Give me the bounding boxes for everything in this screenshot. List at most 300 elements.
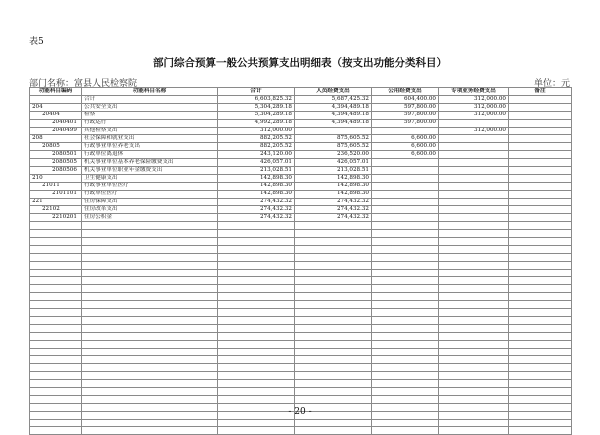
name-cell (82, 222, 218, 230)
special-cell (439, 301, 509, 309)
total-cell (218, 356, 295, 364)
code-cell (30, 301, 82, 309)
table-row (30, 332, 572, 340)
table-row (30, 395, 572, 403)
total-cell: 312,000.00 (218, 127, 295, 135)
note-cell (509, 277, 572, 285)
code-cell: 2080506 (30, 167, 82, 175)
public-cell (372, 364, 439, 372)
note-cell (509, 222, 572, 230)
note-cell (509, 316, 572, 324)
public-cell (372, 214, 439, 222)
code-cell: 2040401 (30, 119, 82, 127)
special-cell (439, 261, 509, 269)
code-cell (30, 356, 82, 364)
special-cell: 312,000.00 (439, 103, 509, 111)
public-cell (372, 206, 439, 214)
note-cell (509, 324, 572, 332)
code-cell (30, 387, 82, 395)
name-cell: 行政单位离退休 (82, 151, 218, 159)
personnel-cell: 4,394,489.18 (295, 119, 372, 127)
table-row (30, 159, 572, 167)
name-cell: 行政运行 (82, 119, 218, 127)
public-cell (372, 309, 439, 317)
table-row (30, 238, 572, 246)
code-cell (30, 285, 82, 293)
public-cell (372, 277, 439, 285)
code-cell (30, 332, 82, 340)
table-row (30, 277, 572, 285)
code-cell: 2040499 (30, 127, 82, 135)
special-cell (439, 159, 509, 167)
public-cell: 604,400.00 (372, 96, 439, 104)
name-cell (82, 245, 218, 253)
public-cell (372, 301, 439, 309)
table-row (30, 174, 572, 182)
public-cell: 6,600.00 (372, 135, 439, 143)
table-row (30, 96, 572, 104)
name-cell: 合计 (82, 96, 218, 104)
special-cell (439, 135, 509, 143)
name-cell (82, 348, 218, 356)
total-cell (218, 427, 295, 435)
public-cell (372, 387, 439, 395)
code-cell (30, 261, 82, 269)
personnel-cell (295, 127, 372, 135)
code-cell: 22102 (30, 206, 82, 214)
total-cell (218, 261, 295, 269)
table-row (30, 111, 572, 119)
name-cell: 公共安全支出 (82, 103, 218, 111)
special-cell (439, 214, 509, 222)
table-row (30, 387, 572, 395)
total-cell: 243,120.00 (218, 151, 295, 159)
total-cell (218, 238, 295, 246)
note-cell (509, 143, 572, 151)
name-cell (82, 253, 218, 261)
name-cell: 卫生健康支出 (82, 174, 218, 182)
code-cell (30, 238, 82, 246)
public-cell (372, 238, 439, 246)
name-cell: 行政事业单位医疗 (82, 182, 218, 190)
note-cell (509, 190, 572, 198)
note-cell (509, 356, 572, 364)
total-cell: 882,205.52 (218, 143, 295, 151)
table-row (30, 206, 572, 214)
page-title: 部门综合预算一般公共预算支出明细表（按支出功能分类科目） (153, 57, 447, 69)
table-row (30, 190, 572, 198)
note-cell (509, 309, 572, 317)
personnel-cell (295, 230, 372, 238)
name-cell (82, 340, 218, 348)
special-cell (439, 316, 509, 324)
total-cell: 5,304,289.18 (218, 111, 295, 119)
name-cell (82, 261, 218, 269)
personnel-cell (295, 427, 372, 435)
total-cell (218, 364, 295, 372)
note-cell (509, 245, 572, 253)
total-cell: 6,603,825.32 (218, 96, 295, 104)
note-cell (509, 174, 572, 182)
total-cell: 142,898.30 (218, 190, 295, 198)
header-special: 专项业务经费支出 (439, 88, 509, 96)
code-cell (30, 348, 82, 356)
note-cell (509, 261, 572, 269)
public-cell (372, 167, 439, 175)
code-cell (30, 427, 82, 435)
code-cell: 2210201 (30, 214, 82, 222)
special-cell (439, 253, 509, 261)
name-cell (82, 230, 218, 238)
public-cell (372, 198, 439, 206)
personnel-cell (295, 395, 372, 403)
name-cell (82, 364, 218, 372)
table-row (30, 143, 572, 151)
personnel-cell: 142,898.30 (295, 174, 372, 182)
public-cell (372, 285, 439, 293)
department-label: 部门名称： (29, 79, 75, 89)
name-cell: 其他检察支出 (82, 127, 218, 135)
note-cell (509, 364, 572, 372)
name-cell: 住房改革支出 (82, 206, 218, 214)
name-cell (82, 324, 218, 332)
total-cell (218, 419, 295, 427)
name-cell (82, 301, 218, 309)
total-cell (218, 324, 295, 332)
name-cell: 住房公积金 (82, 214, 218, 222)
code-cell (30, 419, 82, 427)
table-row (30, 103, 572, 111)
total-cell (218, 285, 295, 293)
code-cell (30, 230, 82, 238)
total-cell (218, 332, 295, 340)
note-cell (509, 340, 572, 348)
header-name: 功能科目名称 (82, 88, 218, 96)
code-cell (30, 380, 82, 388)
header-personnel: 人员经费支出 (295, 88, 372, 96)
public-cell (372, 419, 439, 427)
personnel-cell (295, 277, 372, 285)
table-header-row (30, 88, 572, 96)
public-cell (372, 395, 439, 403)
personnel-cell: 875,605.52 (295, 135, 372, 143)
total-cell (218, 245, 295, 253)
name-cell (82, 387, 218, 395)
table-row (30, 253, 572, 261)
public-cell: 597,800.00 (372, 111, 439, 119)
code-cell (30, 293, 82, 301)
note-cell (509, 427, 572, 435)
code-cell: 20404 (30, 111, 82, 119)
public-cell (372, 245, 439, 253)
total-cell (218, 222, 295, 230)
public-cell: 597,800.00 (372, 103, 439, 111)
table-row (30, 151, 572, 159)
name-cell (82, 380, 218, 388)
code-cell: 2080505 (30, 159, 82, 167)
personnel-cell (295, 253, 372, 261)
table-label: 表5 (29, 37, 44, 47)
table-row (30, 356, 572, 364)
special-cell (439, 309, 509, 317)
note-cell (509, 167, 572, 175)
note-cell (509, 395, 572, 403)
total-cell: 274,432.32 (218, 214, 295, 222)
table-row (30, 372, 572, 380)
code-cell (30, 253, 82, 261)
special-cell (439, 245, 509, 253)
code-cell (30, 316, 82, 324)
public-cell (372, 182, 439, 190)
special-cell (439, 356, 509, 364)
name-cell: 行政单位医疗 (82, 190, 218, 198)
code-cell: 20805 (30, 143, 82, 151)
table-row (30, 293, 572, 301)
special-cell (439, 269, 509, 277)
personnel-cell: 4,394,489.18 (295, 111, 372, 119)
special-cell (439, 364, 509, 372)
note-cell (509, 332, 572, 340)
total-cell (218, 316, 295, 324)
name-cell: 机关事业单位基本养老保险缴费支出 (82, 159, 218, 167)
code-cell: 208 (30, 135, 82, 143)
personnel-cell (295, 324, 372, 332)
special-cell (439, 190, 509, 198)
table-row (30, 427, 572, 435)
special-cell (439, 206, 509, 214)
department-name: 富县人民检察院 (74, 79, 138, 89)
total-cell: 4,992,289.18 (218, 119, 295, 127)
special-cell (439, 293, 509, 301)
name-cell: 机关事业单位职业年金缴费支出 (82, 167, 218, 175)
note-cell (509, 198, 572, 206)
name-cell (82, 395, 218, 403)
code-cell (30, 372, 82, 380)
public-cell: 6,600.00 (372, 151, 439, 159)
name-cell: 住房保障支出 (82, 198, 218, 206)
code-cell (30, 222, 82, 230)
personnel-cell (295, 261, 372, 269)
name-cell (82, 316, 218, 324)
name-cell (82, 269, 218, 277)
public-cell (372, 159, 439, 167)
total-cell (218, 277, 295, 285)
name-cell (82, 332, 218, 340)
personnel-cell (295, 293, 372, 301)
header-total: 合计 (218, 88, 295, 96)
note-cell (509, 372, 572, 380)
note-cell (509, 253, 572, 261)
table-row (30, 135, 572, 143)
note-cell (509, 380, 572, 388)
note-cell (509, 135, 572, 143)
public-cell: 6,600.00 (372, 143, 439, 151)
special-cell (439, 348, 509, 356)
total-cell (218, 253, 295, 261)
public-cell: 597,800.00 (372, 119, 439, 127)
table-row (30, 222, 572, 230)
total-cell (218, 395, 295, 403)
table-row (30, 261, 572, 269)
special-cell (439, 332, 509, 340)
personnel-cell (295, 340, 372, 348)
special-cell (439, 372, 509, 380)
name-cell (82, 277, 218, 285)
personnel-cell (295, 356, 372, 364)
public-cell (372, 253, 439, 261)
total-cell: 213,028.51 (218, 167, 295, 175)
special-cell (439, 182, 509, 190)
table-row (30, 245, 572, 253)
public-cell (372, 174, 439, 182)
personnel-cell (295, 372, 372, 380)
public-cell (372, 127, 439, 135)
note-cell (509, 119, 572, 127)
note-cell (509, 238, 572, 246)
code-cell: 204 (30, 103, 82, 111)
note-cell (509, 269, 572, 277)
code-cell: 21011 (30, 182, 82, 190)
personnel-cell: 142,898.30 (295, 190, 372, 198)
code-cell (30, 340, 82, 348)
name-cell (82, 238, 218, 246)
personnel-cell (295, 316, 372, 324)
public-cell (372, 230, 439, 238)
note-cell (509, 214, 572, 222)
personnel-cell (295, 301, 372, 309)
header-code: 功能科目编码 (30, 88, 82, 96)
public-cell (372, 316, 439, 324)
total-cell: 142,898.30 (218, 182, 295, 190)
total-cell: 882,205.52 (218, 135, 295, 143)
note-cell (509, 111, 572, 119)
special-cell (439, 277, 509, 285)
name-cell (82, 285, 218, 293)
table-row (30, 340, 572, 348)
name-cell (82, 356, 218, 364)
note-cell (509, 96, 572, 104)
note-cell (509, 103, 572, 111)
personnel-cell: 274,432.32 (295, 206, 372, 214)
personnel-cell (295, 245, 372, 253)
total-cell (218, 380, 295, 388)
public-cell (372, 332, 439, 340)
table-row (30, 182, 572, 190)
code-cell (30, 245, 82, 253)
special-cell (439, 285, 509, 293)
code-cell: 2101101 (30, 190, 82, 198)
personnel-cell (295, 309, 372, 317)
public-cell (372, 269, 439, 277)
special-cell (439, 387, 509, 395)
note-cell (509, 206, 572, 214)
name-cell: 行政事业单位养老支出 (82, 143, 218, 151)
special-cell (439, 119, 509, 127)
special-cell (439, 238, 509, 246)
code-cell: 210 (30, 174, 82, 182)
table-row (30, 301, 572, 309)
special-cell: 312,000.00 (439, 111, 509, 119)
total-cell: 426,057.01 (218, 159, 295, 167)
public-cell (372, 293, 439, 301)
table-row (30, 214, 572, 222)
personnel-cell (295, 332, 372, 340)
table-row (30, 269, 572, 277)
table-row (30, 167, 572, 175)
personnel-cell: 4,394,489.18 (295, 103, 372, 111)
code-cell (30, 324, 82, 332)
public-cell (372, 222, 439, 230)
name-cell (82, 293, 218, 301)
special-cell (439, 230, 509, 238)
special-cell (439, 395, 509, 403)
special-cell (439, 198, 509, 206)
total-cell (218, 348, 295, 356)
table-row (30, 419, 572, 427)
special-cell (439, 143, 509, 151)
table-row (30, 324, 572, 332)
header-note: 备注 (509, 88, 572, 96)
public-cell (372, 427, 439, 435)
table-row (30, 198, 572, 206)
special-cell (439, 167, 509, 175)
personnel-cell (295, 269, 372, 277)
personnel-cell (295, 364, 372, 372)
note-cell (509, 293, 572, 301)
note-cell (509, 285, 572, 293)
total-cell: 274,432.32 (218, 198, 295, 206)
table-row (30, 119, 572, 127)
total-cell: 142,898.30 (218, 174, 295, 182)
public-cell (372, 340, 439, 348)
public-cell (372, 261, 439, 269)
note-cell (509, 301, 572, 309)
public-cell (372, 372, 439, 380)
total-cell (218, 340, 295, 348)
special-cell (439, 419, 509, 427)
table-row (30, 348, 572, 356)
special-cell (439, 324, 509, 332)
special-cell (439, 151, 509, 159)
total-cell (218, 301, 295, 309)
total-cell (218, 269, 295, 277)
note-cell (509, 419, 572, 427)
table-row (30, 364, 572, 372)
note-cell (509, 387, 572, 395)
unit-label: 单位： (533, 79, 561, 89)
total-cell (218, 309, 295, 317)
personnel-cell (295, 238, 372, 246)
name-cell (82, 372, 218, 380)
total-cell (218, 230, 295, 238)
personnel-cell: 142,898.30 (295, 182, 372, 190)
personnel-cell: 213,028.51 (295, 167, 372, 175)
public-cell (372, 348, 439, 356)
name-cell (82, 419, 218, 427)
code-cell (30, 96, 82, 104)
name-cell: 检察 (82, 111, 218, 119)
special-cell: 312,000.00 (439, 96, 509, 104)
table-row (30, 127, 572, 135)
personnel-cell (295, 380, 372, 388)
public-cell (372, 356, 439, 364)
total-cell (218, 372, 295, 380)
personnel-cell: 274,432.32 (295, 214, 372, 222)
code-cell (30, 364, 82, 372)
code-cell (30, 309, 82, 317)
personnel-cell (295, 419, 372, 427)
personnel-cell: 274,432.32 (295, 198, 372, 206)
